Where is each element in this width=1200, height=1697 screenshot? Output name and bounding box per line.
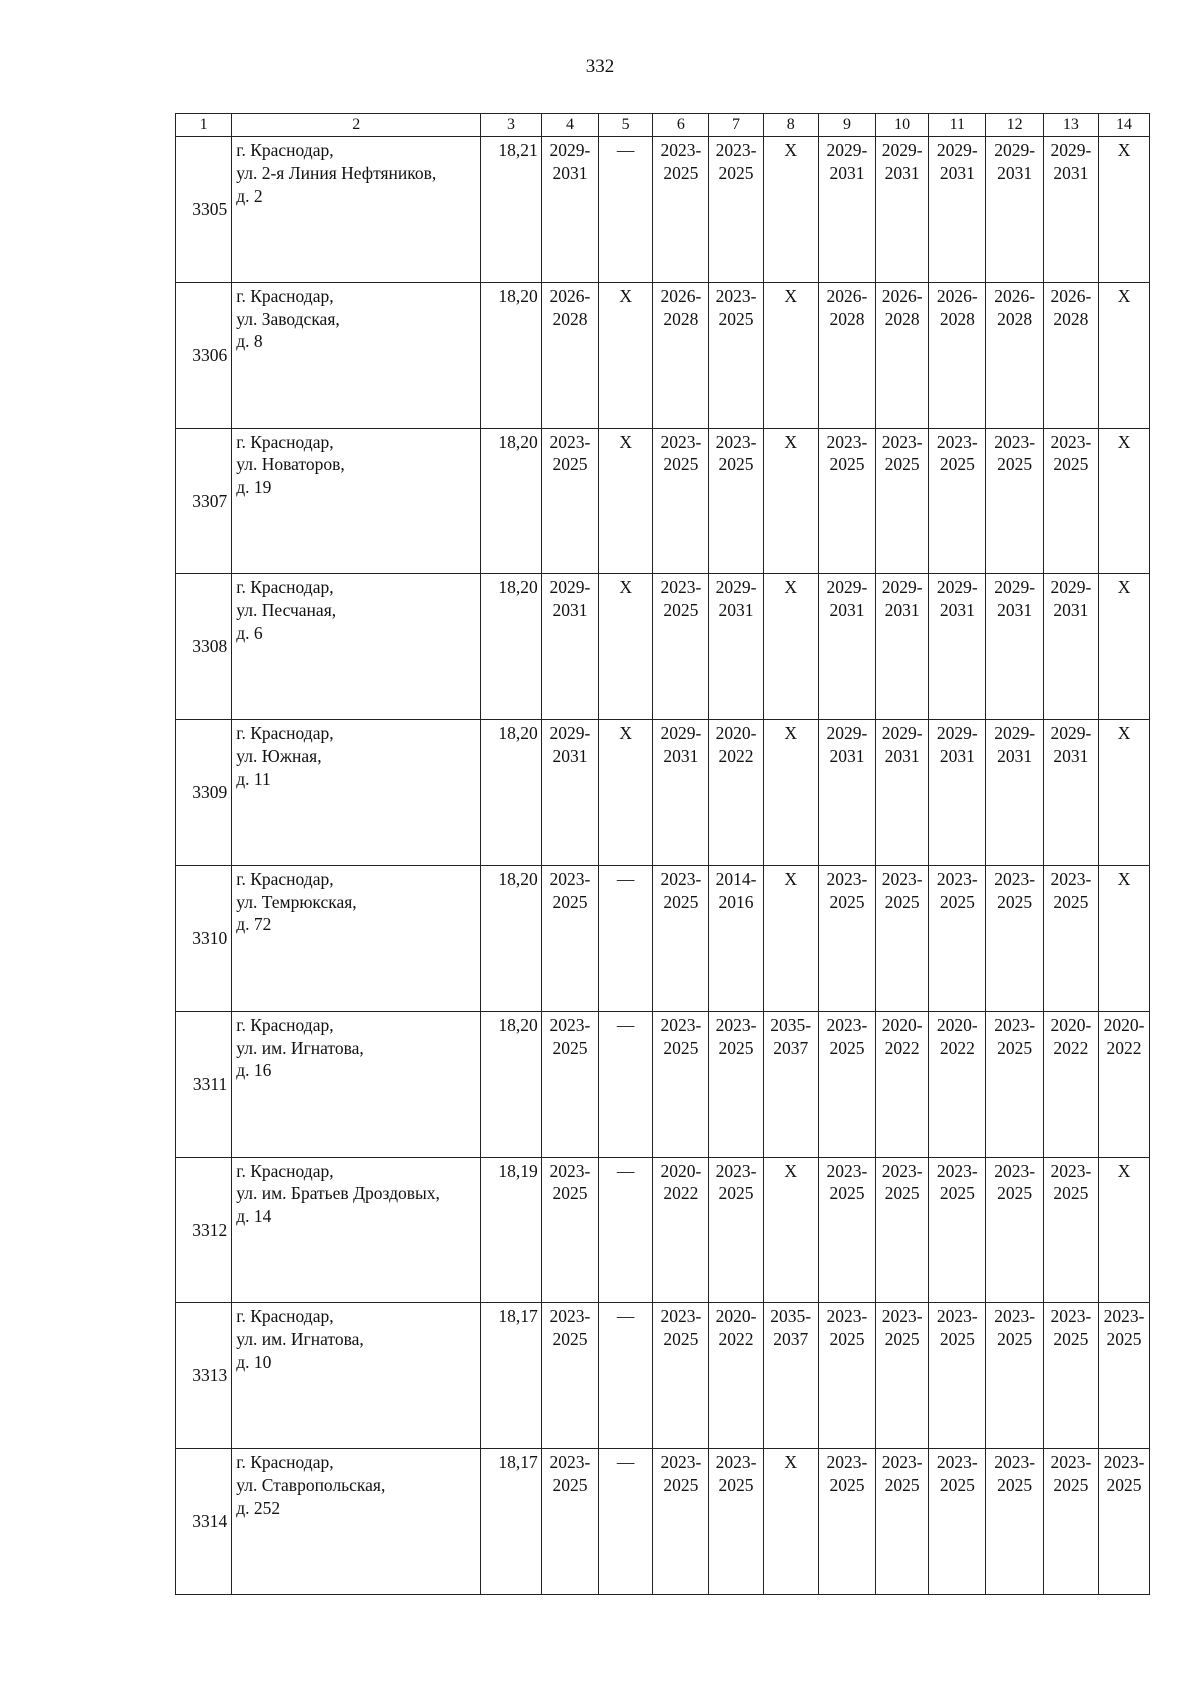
table-row <box>176 1303 1150 1449</box>
area-value: 18,20 <box>481 1011 542 1157</box>
table-row <box>176 865 1150 1011</box>
period-cell: 2020- 2022 <box>1103 1014 1145 1058</box>
period-cell: 2023- 2025 <box>1103 1452 1145 1495</box>
period-cell: 2029- 2031 <box>549 140 591 183</box>
area-value: 18,17 <box>481 1449 542 1595</box>
period-cell: 2029- 2031 <box>994 140 1036 183</box>
period-cell: 2029- 2031 <box>881 723 923 766</box>
period-cell: X <box>1117 431 1131 452</box>
period-cell: 2023- 2025 <box>715 431 757 475</box>
period-cell: 2029- 2031 <box>826 577 868 621</box>
period-cell: 2020- 2022 <box>660 1160 702 1204</box>
period-cell: 2023- 2025 <box>881 431 923 475</box>
period-cell: 2023- 2025 <box>881 868 923 912</box>
period-cell: 2029- 2031 <box>715 577 757 621</box>
period-cell: 2020- 2022 <box>715 1306 757 1350</box>
period-cell: X <box>1117 140 1131 160</box>
column-header-9: 9 <box>818 114 875 137</box>
period-cell: — <box>616 1452 635 1473</box>
column-header-7: 7 <box>709 114 763 137</box>
period-cell: 2023- 2025 <box>826 1306 868 1350</box>
period-cell: — <box>616 868 635 889</box>
column-header-4: 4 <box>541 114 598 137</box>
row-number: 3308 <box>176 574 232 720</box>
column-header-1: 1 <box>176 114 232 137</box>
period-cell: 2023- 2025 <box>660 1452 702 1495</box>
period-cell: X <box>784 868 797 889</box>
period-cell: 2029- 2031 <box>826 140 868 183</box>
address: г. Краснодар, ул. Южная, д. 11 <box>236 723 334 789</box>
schedule-table <box>175 113 1150 1595</box>
table-row <box>176 1011 1150 1157</box>
period-cell: X <box>784 723 797 744</box>
period-cell: 2029- 2031 <box>936 577 978 621</box>
column-header-3: 3 <box>481 114 542 137</box>
period-cell: 2023- 2025 <box>549 1306 591 1350</box>
period-cell: 2026- 2028 <box>826 285 868 329</box>
area-value: 18,17 <box>481 1303 542 1449</box>
period-cell: 2023- 2025 <box>936 431 978 475</box>
period-cell: X <box>1117 1160 1131 1181</box>
period-cell: 2023- 2025 <box>660 1014 702 1058</box>
column-header-6: 6 <box>653 114 709 137</box>
row-number: 3307 <box>176 428 232 574</box>
period-cell: 2023- 2025 <box>1050 1306 1092 1350</box>
period-cell: 2026- 2028 <box>936 285 978 329</box>
period-cell: 2020- 2022 <box>936 1014 978 1058</box>
column-header-14: 14 <box>1099 114 1150 137</box>
period-cell: 2023- 2025 <box>715 1452 757 1495</box>
area-value: 18,20 <box>481 428 542 574</box>
period-cell: 2023- 2025 <box>1050 1452 1092 1495</box>
period-cell: X <box>1117 577 1131 598</box>
period-cell: 2023- 2025 <box>715 140 757 183</box>
period-cell: — <box>616 140 635 160</box>
column-header-8: 8 <box>763 114 818 137</box>
period-cell: X <box>1117 285 1131 306</box>
period-cell: 2023- 2025 <box>715 1014 757 1058</box>
period-cell: 2026- 2028 <box>549 285 591 329</box>
period-cell: 2035- 2037 <box>770 1014 812 1058</box>
period-cell: 2023- 2025 <box>1103 1306 1145 1350</box>
period-cell: 2023- 2025 <box>994 431 1036 475</box>
period-cell: 2029- 2031 <box>881 577 923 621</box>
period-cell: 2029- 2031 <box>549 723 591 766</box>
period-cell: 2023- 2025 <box>660 1306 702 1350</box>
period-cell: — <box>616 1160 635 1181</box>
column-header-12: 12 <box>986 114 1043 137</box>
period-cell: 2029- 2031 <box>994 577 1036 621</box>
period-cell: 2014- 2016 <box>715 868 757 912</box>
table-row <box>176 282 1150 428</box>
period-cell: 2023- 2025 <box>715 1160 757 1204</box>
address: г. Краснодар, ул. им. Братьев Дроздовых, д. 14 <box>236 1160 440 1227</box>
column-header-5: 5 <box>599 114 653 137</box>
area-value: 18,20 <box>481 574 542 720</box>
period-cell: 2023- 2025 <box>826 1160 868 1204</box>
address: г. Краснодар, ул. Песчаная, д. 6 <box>236 577 337 643</box>
period-cell: 2023- 2025 <box>715 285 757 329</box>
period-cell: 2023- 2025 <box>660 577 702 621</box>
row-number: 3312 <box>176 1157 232 1303</box>
period-cell: 2026- 2028 <box>1050 285 1092 329</box>
period-cell: X <box>1117 868 1131 889</box>
period-cell: 2029- 2031 <box>1050 723 1092 766</box>
period-cell: 2026- 2028 <box>881 285 923 329</box>
address: г. Краснодар, ул. Новаторов, д. 19 <box>236 431 345 498</box>
period-cell: 2023- 2025 <box>936 868 978 912</box>
table-row <box>176 137 1150 283</box>
period-cell: 2023- 2025 <box>660 140 702 183</box>
period-cell: 2023- 2025 <box>881 1452 923 1495</box>
table-row <box>176 1157 1150 1303</box>
period-cell: X <box>619 577 632 598</box>
period-cell: 2020- 2022 <box>881 1014 923 1058</box>
period-cell: 2029- 2031 <box>936 140 978 183</box>
period-cell: — <box>616 1014 635 1035</box>
row-number: 3313 <box>176 1303 232 1449</box>
period-cell: 2029- 2031 <box>826 723 868 766</box>
period-cell: X <box>784 577 797 598</box>
period-cell: 2023- 2025 <box>826 868 868 912</box>
period-cell: X <box>1117 723 1131 744</box>
area-value: 18,19 <box>481 1157 542 1303</box>
period-cell: X <box>619 285 632 306</box>
address: г. Краснодар, ул. Темрюкская, д. 72 <box>236 868 357 935</box>
header-row <box>176 114 1150 137</box>
area-value: 18,21 <box>481 137 542 283</box>
period-cell: X <box>619 723 632 744</box>
period-cell: 2023- 2025 <box>549 1452 591 1495</box>
row-number: 3306 <box>176 282 232 428</box>
row-number: 3311 <box>176 1011 232 1157</box>
row-number: 3309 <box>176 720 232 866</box>
area-value: 18,20 <box>481 865 542 1011</box>
period-cell: 2023- 2025 <box>881 1306 923 1350</box>
column-header-10: 10 <box>876 114 929 137</box>
period-cell: 2029- 2031 <box>1050 577 1092 621</box>
period-cell: 2026- 2028 <box>994 285 1036 329</box>
period-cell: 2029- 2031 <box>1050 140 1092 183</box>
table-row <box>176 1449 1150 1595</box>
period-cell: 2023- 2025 <box>994 1014 1036 1058</box>
period-cell: 2023- 2025 <box>826 1014 868 1058</box>
row-number: 3305 <box>176 137 232 283</box>
period-cell: 2023- 2025 <box>549 1160 591 1204</box>
period-cell: 2023- 2025 <box>936 1306 978 1350</box>
period-cell: 2023- 2025 <box>994 1452 1036 1495</box>
period-cell: 2023- 2025 <box>936 1452 978 1495</box>
row-number: 3310 <box>176 865 232 1011</box>
period-cell: 2023- 2025 <box>660 431 702 475</box>
column-header-2: 2 <box>232 114 481 137</box>
address: г. Краснодар, ул. Ставропольская, д. 252 <box>236 1452 386 1518</box>
page-number: 332 <box>585 56 615 77</box>
address: г. Краснодар, ул. Заводская, д. 8 <box>236 285 340 352</box>
period-cell: X <box>619 431 632 452</box>
period-cell: 2023- 2025 <box>549 431 591 475</box>
period-cell: 2023- 2025 <box>994 868 1036 912</box>
table-row <box>176 428 1150 574</box>
period-cell: X <box>784 431 797 452</box>
period-cell: 2023- 2025 <box>994 1160 1036 1204</box>
period-cell: 2029- 2031 <box>549 577 591 621</box>
period-cell: 2023- 2025 <box>1050 868 1092 912</box>
period-cell: 2023- 2025 <box>826 1452 868 1495</box>
period-cell: X <box>784 1452 797 1473</box>
period-cell: 2020- 2022 <box>715 723 757 766</box>
period-cell: 2023- 2025 <box>826 431 868 475</box>
period-cell: 2023- 2025 <box>1050 1160 1092 1204</box>
column-header-11: 11 <box>929 114 986 137</box>
period-cell: 2029- 2031 <box>994 723 1036 766</box>
period-cell: X <box>784 1160 797 1181</box>
period-cell: 2029- 2031 <box>660 723 702 766</box>
period-cell: 2035- 2037 <box>770 1306 812 1350</box>
period-cell: X <box>784 140 797 160</box>
address: г. Краснодар, ул. 2-я Линия Нефтяников, д. 2 <box>236 140 437 206</box>
period-cell: 2023- 2025 <box>881 1160 923 1204</box>
period-cell: 2023- 2025 <box>660 868 702 912</box>
area-value: 18,20 <box>481 720 542 866</box>
period-cell: 2029- 2031 <box>881 140 923 183</box>
address: г. Краснодар, ул. им. Игнатова, д. 16 <box>236 1014 364 1081</box>
column-header-13: 13 <box>1043 114 1098 137</box>
address: г. Краснодар, ул. им. Игнатова, д. 10 <box>236 1306 364 1372</box>
period-cell: 2023- 2025 <box>549 1014 591 1058</box>
period-cell: 2023- 2025 <box>994 1306 1036 1350</box>
period-cell: — <box>616 1306 635 1327</box>
period-cell: 2023- 2025 <box>1050 431 1092 475</box>
row-number: 3314 <box>176 1449 232 1595</box>
period-cell: 2023- 2025 <box>936 1160 978 1204</box>
table-row <box>176 720 1150 866</box>
area-value: 18,20 <box>481 282 542 428</box>
period-cell: X <box>784 285 797 306</box>
period-cell: 2023- 2025 <box>549 868 591 912</box>
period-cell: 2029- 2031 <box>936 723 978 766</box>
period-cell: 2026- 2028 <box>660 285 702 329</box>
table-row <box>176 574 1150 720</box>
period-cell: 2020- 2022 <box>1050 1014 1092 1058</box>
